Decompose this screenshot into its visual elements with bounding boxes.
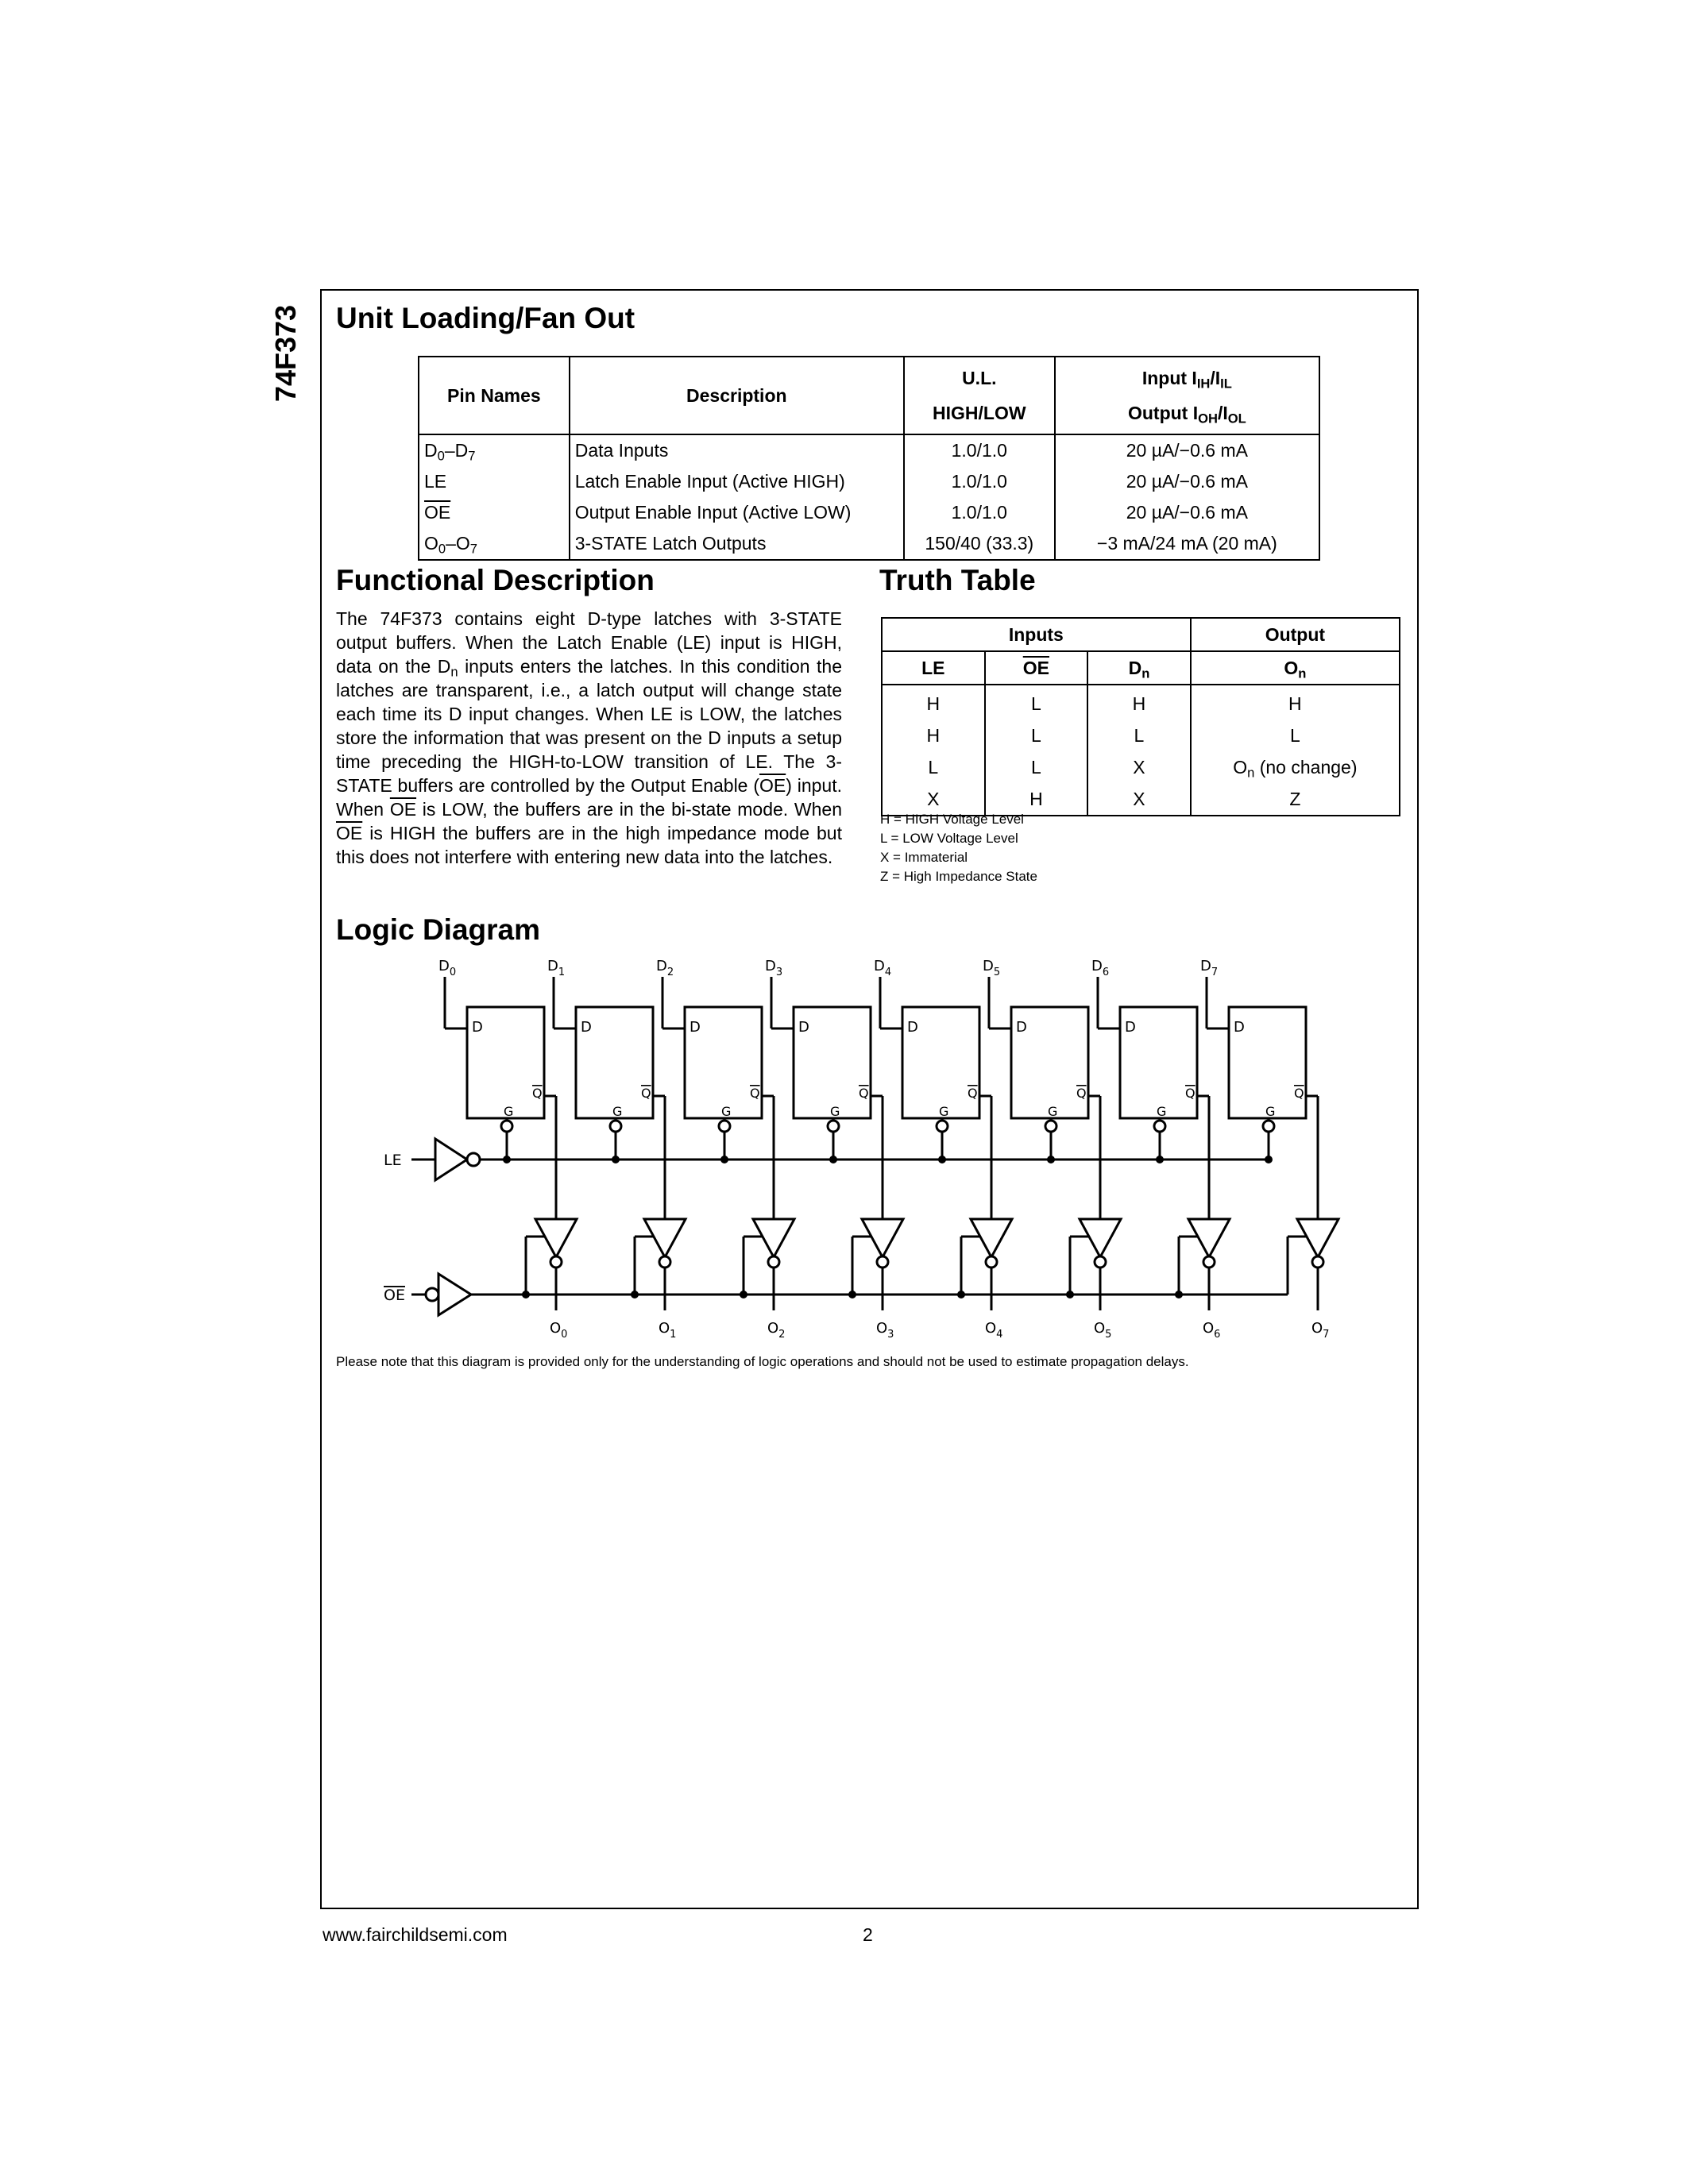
latch-g-label: G	[939, 1104, 949, 1119]
logic-diagram-note: Please note that this diagram is provided only for the understanding of logic operations and should not be used to estimate propagation delays.	[336, 1354, 1189, 1369]
header-on: $O_n$	[1191, 651, 1400, 685]
oe-buffer	[438, 1274, 471, 1315]
table-row: H L L L	[882, 720, 1400, 751]
latch-d-label: D	[581, 1019, 592, 1036]
buffer-triangle	[1297, 1219, 1338, 1257]
latch-q-label: Q	[750, 1086, 760, 1101]
functional-description-heading: Functional Description	[336, 564, 655, 596]
table-row	[419, 497, 1319, 528]
latch-d-label: D	[798, 1019, 809, 1036]
table-row: L L X $O_n$ (no change)	[882, 751, 1400, 783]
data-output-label: $O_7$	[1311, 1320, 1330, 1341]
latch-g-label: G	[612, 1104, 623, 1119]
data-output-label: $O_2$	[767, 1320, 786, 1341]
truth-table-legend	[880, 810, 1037, 886]
logic-diagram	[336, 957, 1400, 1354]
truth-table-heading: Truth Table	[879, 564, 1036, 596]
inversion-bubble	[1045, 1121, 1056, 1132]
inversion-bubble	[986, 1256, 997, 1268]
pin-description: Output Enable Input (Active LOW)	[570, 497, 904, 528]
buffer-triangle	[1080, 1219, 1121, 1257]
pin-ul: 150/40 (33.3)	[904, 528, 1055, 560]
pin-current: 20 µA/−0.6 mA	[1055, 434, 1319, 466]
data-output-label: $O_1$	[659, 1320, 677, 1341]
pin-ul: 1.0/1.0	[904, 497, 1055, 528]
unit-loading-heading: Unit Loading/Fan Out	[336, 302, 635, 334]
buffer-triangle	[753, 1219, 794, 1257]
pin-current: 20 µA/−0.6 mA	[1055, 466, 1319, 497]
table-row: H L H H	[882, 685, 1400, 720]
header-input-output-current: Input $I_{IH}/I_{IL}$ Output $I_{OH}/I_{OL}$	[1055, 357, 1319, 434]
inversion-bubble	[1263, 1121, 1274, 1132]
header-description: Description	[570, 357, 904, 434]
table-row	[419, 528, 1319, 560]
buffer-triangle	[1188, 1219, 1230, 1257]
inversion-bubble	[1312, 1256, 1323, 1268]
data-output-label: $O_3$	[876, 1320, 894, 1341]
pin-current: −3 mA/24 mA (20 mA)	[1055, 528, 1319, 560]
inversion-bubble	[828, 1121, 839, 1132]
data-input-label: $D_3$	[765, 958, 783, 978]
latch-q-label: Q	[1076, 1086, 1087, 1101]
functional-description-text: The 74F373 contains eight D-type latches with 3-STATE output buffers. When the Latch Enable (LE) input is HIGH, data on the $D_n$ inputs enters the latches. In this condition the latches are transparent, i.e., a latch output will change state each time its D input changes. When LE is LOW, the latches store the information that was present on the D inputs a setup time preceding the HIGH-to-LOW transition of LE. The 3-STATE buffers are controlled by the Output Enable $(\overline{OE})$ input. When $\overline{OE}$ is LOW, the buffers are in the bi-state mode. When $\overline{OE}$ is HIGH the buffers are in the high impedance mode but this does not interfere with entering new data into the latches.	[336, 608, 843, 867]
le-label: LE	[384, 1152, 402, 1169]
inversion-bubble	[719, 1121, 730, 1132]
latch-g-label: G	[830, 1104, 840, 1119]
buffer-triangle	[971, 1219, 1012, 1257]
data-input-label: $D_2$	[656, 958, 674, 978]
oe-label: OE	[384, 1287, 405, 1304]
latch-q-label: Q	[641, 1086, 651, 1101]
inversion-bubble	[610, 1121, 621, 1132]
latch-d-label: D	[1125, 1019, 1136, 1036]
data-output-label: $O_4$	[985, 1320, 1003, 1341]
latch-g-label: G	[721, 1104, 732, 1119]
latch-g-label: G	[1048, 1104, 1058, 1119]
le-inverter	[435, 1139, 467, 1180]
unit-loading-table	[418, 356, 1320, 561]
data-input-label: $D_4$	[874, 958, 892, 978]
table-row	[419, 434, 1319, 466]
inversion-bubble	[768, 1256, 779, 1268]
pin-description: 3-STATE Latch Outputs	[570, 528, 904, 560]
inversion-bubble	[426, 1288, 438, 1301]
data-input-label: $D_0$	[438, 958, 457, 978]
pin-current: 20 µA/−0.6 mA	[1055, 497, 1319, 528]
data-input-label: $D_5$	[983, 958, 1001, 978]
legend-item: X = Immaterial	[880, 850, 968, 865]
inversion-bubble	[501, 1121, 512, 1132]
data-input-label: $D_1$	[547, 958, 566, 978]
part-number-side-label: 74F373	[269, 304, 302, 403]
table-header-row	[419, 357, 1319, 434]
inversion-bubble	[550, 1256, 562, 1268]
data-output-label: $O_5$	[1094, 1320, 1112, 1341]
logic-diagram-heading: Logic Diagram	[336, 913, 540, 946]
inversion-bubble	[659, 1256, 670, 1268]
pin-description: Latch Enable Input (Active HIGH)	[570, 466, 904, 497]
latch-d-label: D	[1016, 1019, 1027, 1036]
latch-q-label: Q	[1185, 1086, 1196, 1101]
legend-item: H = HIGH Voltage Level	[880, 812, 1024, 827]
latch-g-label: G	[1157, 1104, 1167, 1119]
inversion-bubble	[937, 1121, 948, 1132]
latch-d-label: D	[689, 1019, 701, 1036]
latch-q-label: Q	[968, 1086, 978, 1101]
header-dn: $D_n$	[1087, 651, 1191, 685]
latch-d-label: D	[472, 1019, 483, 1036]
table-row: X H X Z	[882, 783, 1400, 816]
truth-table	[881, 617, 1400, 816]
inversion-bubble	[1095, 1256, 1106, 1268]
table-row	[419, 466, 1319, 497]
pin-ul: 1.0/1.0	[904, 466, 1055, 497]
pin-name: $\overline{OE}$	[419, 497, 570, 528]
data-output-label: $O_0$	[550, 1320, 568, 1341]
pin-name: $D_0-D_7$	[419, 434, 570, 466]
inversion-bubble	[1203, 1256, 1215, 1268]
buffer-triangle	[535, 1219, 577, 1257]
latch-q-label: Q	[1294, 1086, 1304, 1101]
legend-item: Z = High Impedance State	[880, 869, 1037, 884]
latch-g-label: G	[1265, 1104, 1276, 1119]
table-header-row	[882, 651, 1400, 685]
latch-d-label: D	[1234, 1019, 1245, 1036]
inversion-bubble	[1154, 1121, 1165, 1132]
data-input-label: $D_7$	[1200, 958, 1219, 978]
data-input-label: $D_6$	[1091, 958, 1110, 978]
pin-description: Data Inputs	[570, 434, 904, 466]
pin-name: LE	[419, 466, 570, 497]
pin-ul: 1.0/1.0	[904, 434, 1055, 466]
buffer-triangle	[862, 1219, 903, 1257]
table-header-row	[882, 618, 1400, 651]
buffer-triangle	[644, 1219, 686, 1257]
footer-url: www.fairchildsemi.com	[323, 1924, 508, 1945]
header-ul: U.L. HIGH/LOW	[904, 357, 1055, 434]
data-output-label: $O_6$	[1203, 1320, 1221, 1341]
latch-q-label: Q	[859, 1086, 869, 1101]
legend-item: L = LOW Voltage Level	[880, 831, 1018, 846]
latch-g-label: G	[504, 1104, 514, 1119]
inversion-bubble	[877, 1256, 888, 1268]
header-output: Output	[1191, 618, 1400, 651]
header-le: LE	[882, 651, 985, 685]
header-oe: $\overline{OE}$	[985, 651, 1088, 685]
inversion-bubble	[467, 1153, 480, 1166]
latch-d-label: D	[907, 1019, 918, 1036]
header-pin-names: Pin Names	[419, 357, 570, 434]
pin-name: $O_0-O_7$	[419, 528, 570, 560]
latch-q-label: Q	[532, 1086, 543, 1101]
header-inputs: Inputs	[882, 618, 1191, 651]
page-number: 2	[863, 1924, 873, 1945]
